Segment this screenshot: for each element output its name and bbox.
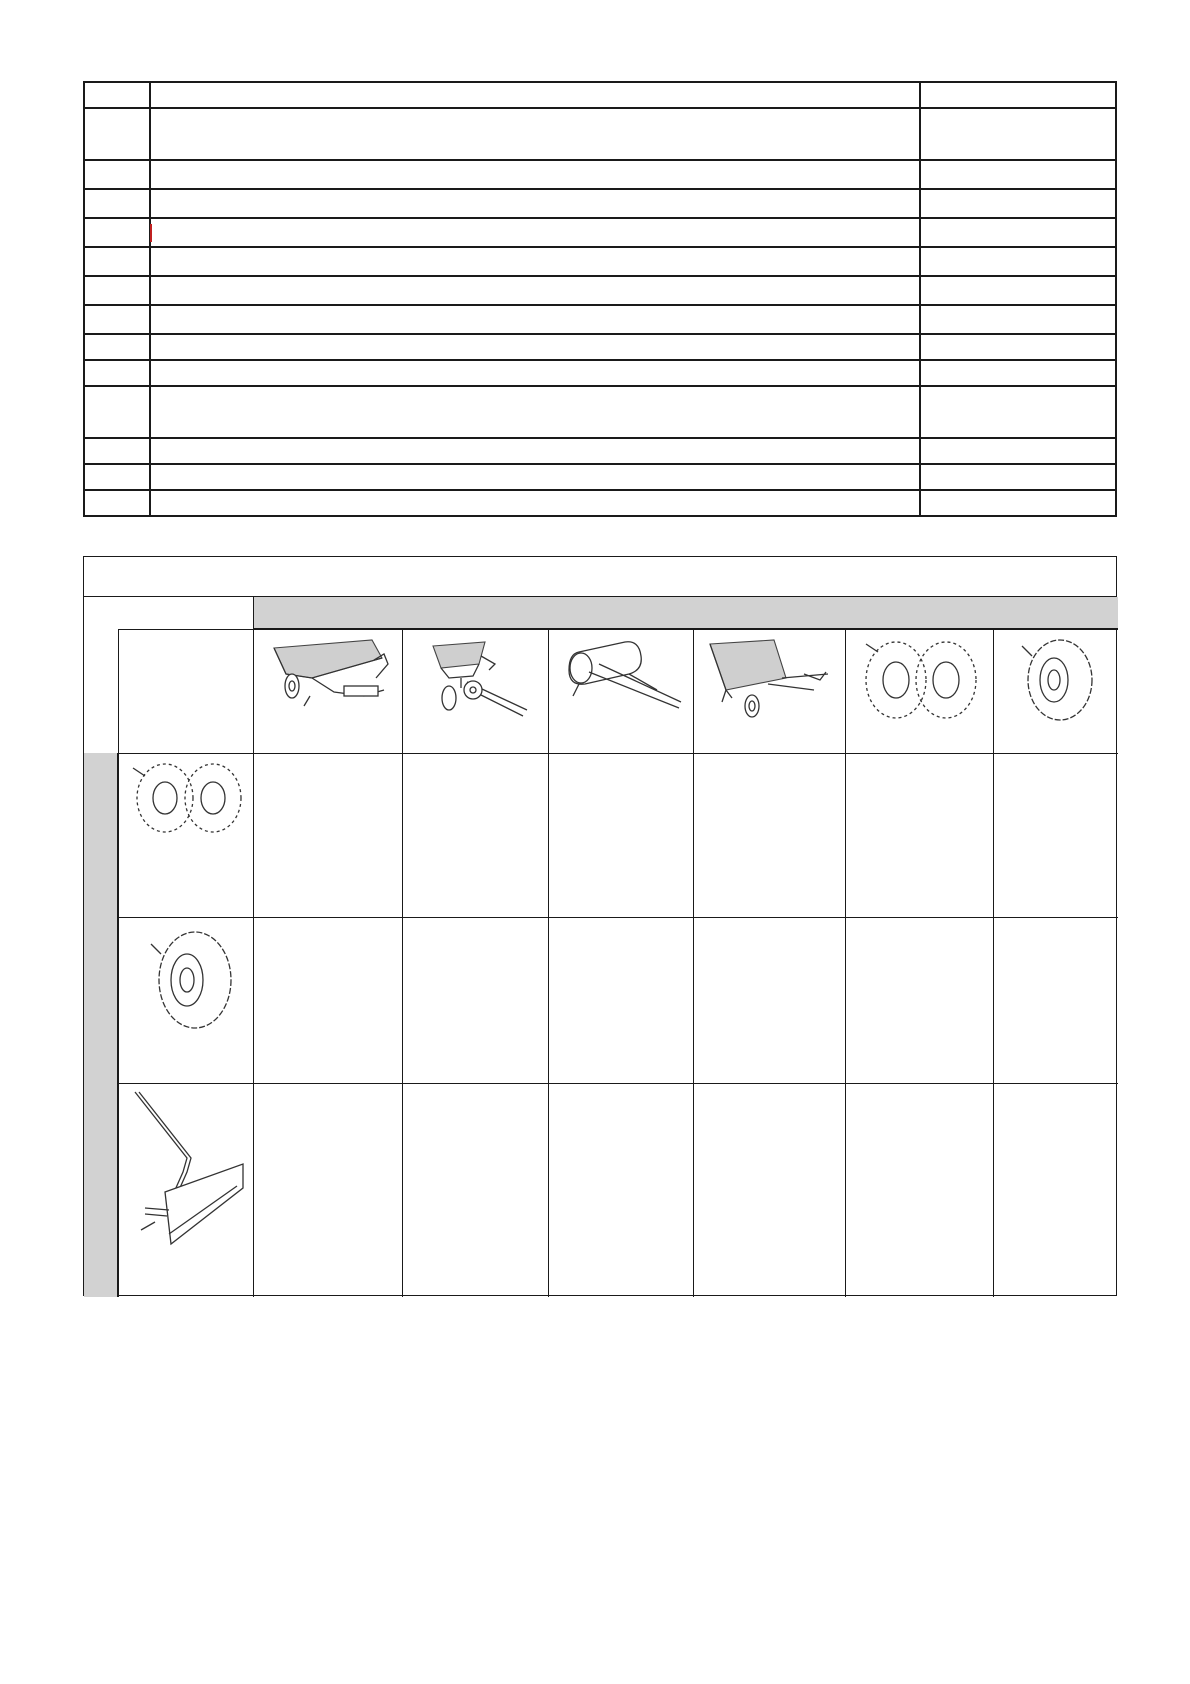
spec-cell-num xyxy=(84,276,150,305)
spec-cell-desc xyxy=(150,108,920,160)
spec-cell-desc xyxy=(150,218,920,247)
spec-cell-num xyxy=(84,108,150,160)
corner-cell xyxy=(118,629,253,753)
red-marker xyxy=(150,224,152,242)
spec-cell-desc xyxy=(150,305,920,334)
spec-table xyxy=(83,81,1117,517)
spec-cell-value xyxy=(920,189,1116,218)
column-header-roller xyxy=(548,629,693,753)
spec-row xyxy=(84,438,1116,464)
row-header-blade xyxy=(118,1083,253,1297)
spec-row xyxy=(84,82,1116,108)
spec-cell-value xyxy=(920,305,1116,334)
spec-row xyxy=(84,189,1116,218)
row-header-tyre xyxy=(118,917,253,1083)
spec-cell-value xyxy=(920,438,1116,464)
spec-cell-desc xyxy=(150,490,920,516)
compat-cell xyxy=(402,753,548,917)
compat-cell xyxy=(548,753,693,917)
spec-cell-num xyxy=(84,305,150,334)
spec-cell-value xyxy=(920,360,1116,386)
spec-cell-num xyxy=(84,386,150,438)
spec-cell-num xyxy=(84,360,150,386)
compat-cell xyxy=(253,1083,402,1297)
spec-cell-desc xyxy=(150,386,920,438)
compat-cell xyxy=(845,1083,993,1297)
spec-cell-value xyxy=(920,490,1116,516)
column-header-trailer xyxy=(253,629,402,753)
compat-cell xyxy=(693,1083,845,1297)
spec-cell-desc xyxy=(150,160,920,189)
spreader-icon xyxy=(423,634,533,724)
spec-cell-desc xyxy=(150,334,920,360)
spec-cell-num xyxy=(84,490,150,516)
spec-row xyxy=(84,334,1116,360)
spec-cell-num xyxy=(84,189,150,218)
compat-cell xyxy=(253,917,402,1083)
spec-cell-desc xyxy=(150,247,920,276)
compat-cell xyxy=(548,917,693,1083)
rear-accessory-header-band xyxy=(253,597,1118,629)
compat-cell xyxy=(845,917,993,1083)
spec-cell-value xyxy=(920,160,1116,189)
compat-cell xyxy=(548,1083,693,1297)
compat-cell xyxy=(993,1083,1118,1297)
spec-cell-value xyxy=(920,276,1116,305)
spec-cell-value xyxy=(920,108,1116,160)
spec-cell-num xyxy=(84,438,150,464)
front-accessory-side-band xyxy=(84,753,118,1297)
table-title xyxy=(84,557,1116,597)
spec-cell-desc xyxy=(150,189,920,218)
compat-cell xyxy=(253,753,402,917)
spec-row xyxy=(84,386,1116,438)
header-label xyxy=(84,597,253,629)
column-header-chains xyxy=(845,629,993,753)
spec-cell-num xyxy=(84,334,150,360)
spec-cell-value xyxy=(920,247,1116,276)
snow-blade-icon xyxy=(127,1088,251,1274)
spec-cell-desc xyxy=(150,438,920,464)
column-header-tyre xyxy=(993,629,1118,753)
snow-chains-icon xyxy=(858,634,984,726)
compat-cell xyxy=(993,917,1118,1083)
spec-cell-value xyxy=(920,334,1116,360)
lawn-sweeper-icon xyxy=(704,634,838,726)
spec-row xyxy=(84,464,1116,490)
compat-cell xyxy=(993,753,1118,917)
accessory-compatibility-table xyxy=(83,556,1117,1296)
spec-cell-num xyxy=(84,247,150,276)
spec-cell-value xyxy=(920,464,1116,490)
compat-cell xyxy=(693,917,845,1083)
spec-cell-num xyxy=(84,464,150,490)
column-header-sweeper xyxy=(693,629,845,753)
compat-cell xyxy=(402,1083,548,1297)
spec-row xyxy=(84,160,1116,189)
row-header-chains xyxy=(118,753,253,917)
spec-cell-num xyxy=(84,218,150,247)
spec-row xyxy=(84,218,1116,247)
spec-row xyxy=(84,305,1116,334)
spec-row xyxy=(84,490,1116,516)
compat-cell xyxy=(845,753,993,917)
spec-cell-num xyxy=(84,82,150,108)
spec-row xyxy=(84,108,1116,160)
compat-cell xyxy=(402,917,548,1083)
column-header-spreader xyxy=(402,629,548,753)
spec-cell-value xyxy=(920,82,1116,108)
snow-chains-icon xyxy=(127,758,251,840)
spec-cell-desc xyxy=(150,464,920,490)
lawn-roller-icon xyxy=(559,634,687,724)
spec-cell-desc xyxy=(150,360,920,386)
spec-cell-desc xyxy=(150,82,920,108)
terrain-tyre-icon xyxy=(1016,634,1100,726)
tipping-trailer-icon xyxy=(264,634,394,724)
spec-cell-desc xyxy=(150,276,920,305)
spec-cell-value xyxy=(920,386,1116,438)
spec-row xyxy=(84,360,1116,386)
spec-cell-num xyxy=(84,160,150,189)
spec-cell-value xyxy=(920,218,1116,247)
spec-row xyxy=(84,247,1116,276)
spec-row xyxy=(84,276,1116,305)
terrain-tyre-icon xyxy=(143,924,237,1034)
compat-cell xyxy=(693,753,845,917)
